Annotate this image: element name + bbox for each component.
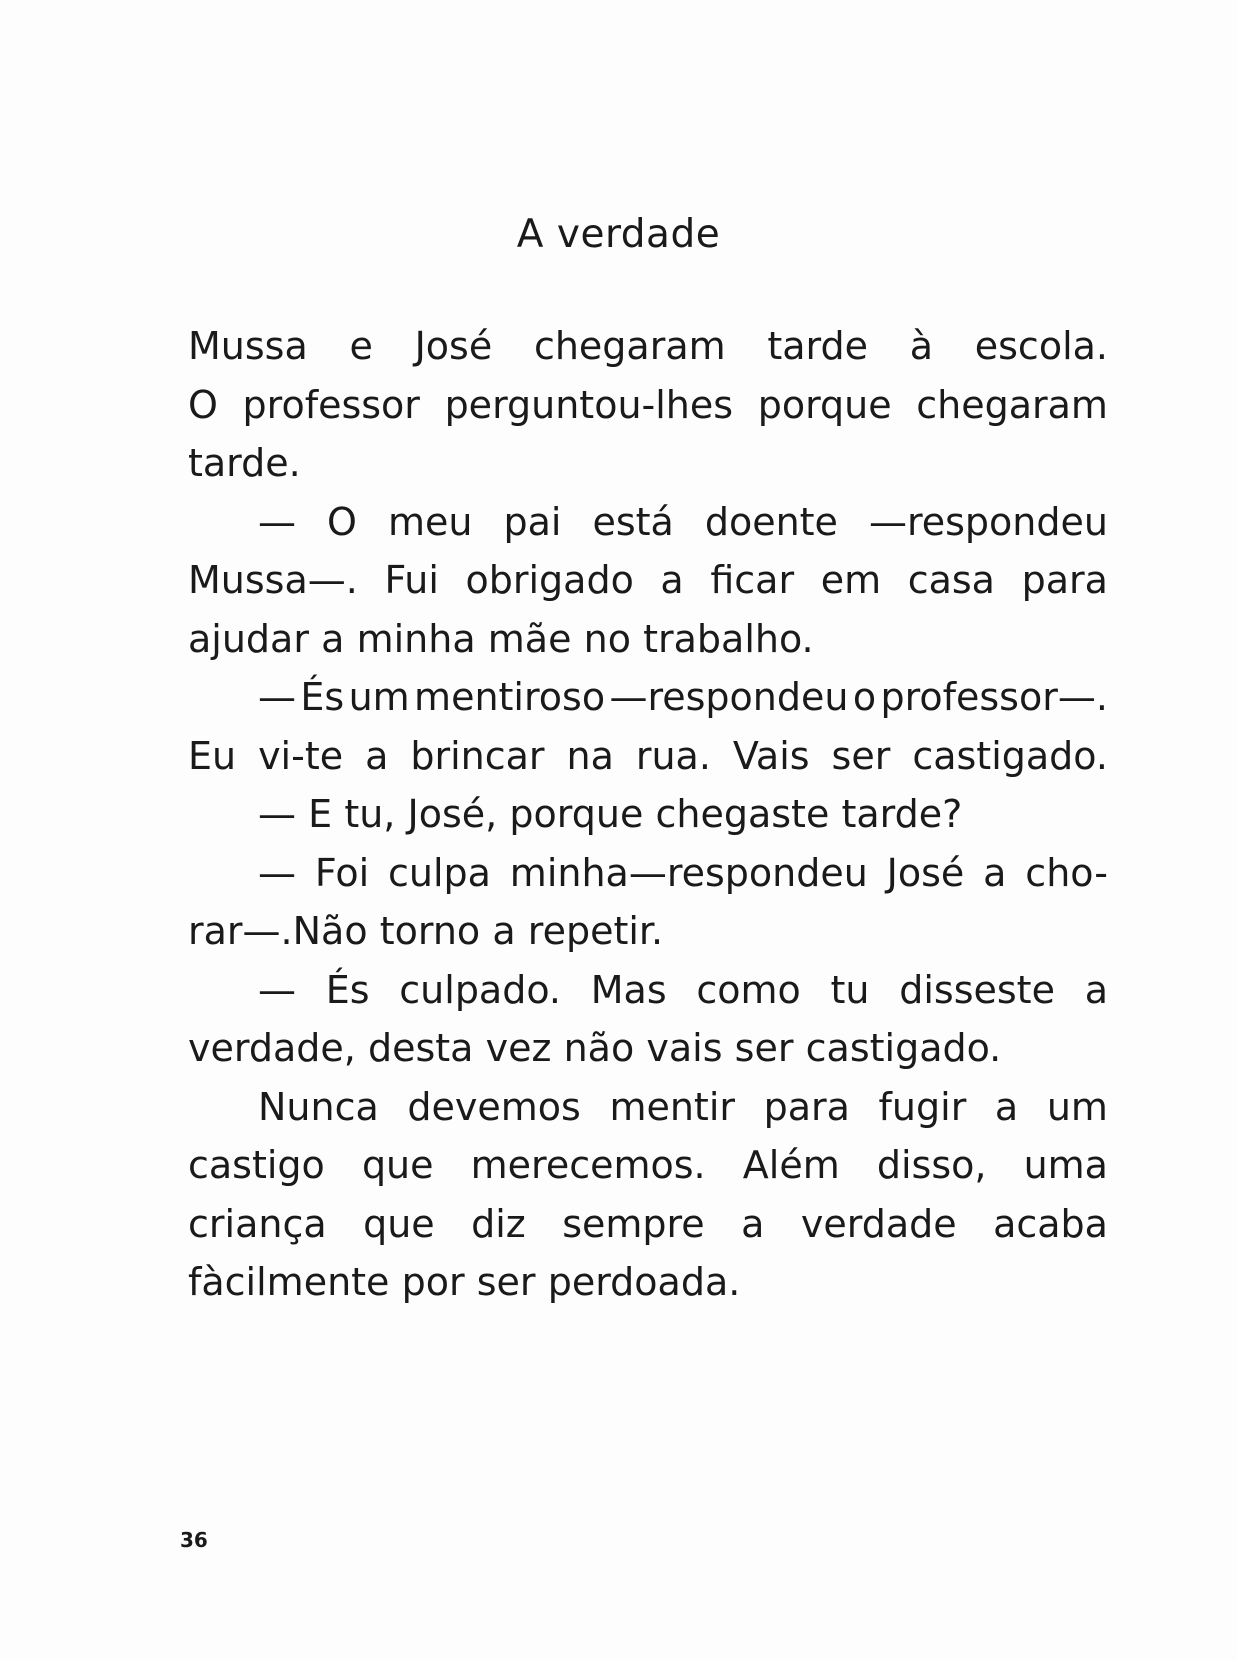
text-line: Mussa e José chegaram tarde à escola. [188,324,1108,368]
text-line: O professor perguntou-lhes porque chegaram [188,382,1108,427]
page-title: A verdade [516,212,721,257]
text-line: criança que diz sempre a verdade acaba [188,1201,1108,1246]
text-line: rar—.Não torno a repetir. [188,909,664,953]
text-line: tarde. [188,441,301,485]
text-line: castigo que merecemos. Além disso, uma [188,1143,1108,1187]
text-line: — E tu, José, porque chegaste tarde? [258,792,963,836]
story-text [188,317,1108,1312]
text-line: Eu vi-te a brincar na rua. Vais ser castigado. [188,733,1108,778]
text-line: Mussa—. Fui obrigado a ficar em casa para [188,558,1108,602]
text-line: verdade, desta vez não vais ser castigado. [188,1026,1002,1070]
page-number: 36 [180,1528,208,1552]
text-line: — O meu pai está doente —respondeu [258,499,1108,544]
text-line: Nunca devemos mentir para fugir a um [258,1084,1108,1129]
text-line: fàcilmente por ser perdoada. [188,1260,741,1304]
text-line: ajudar a minha mãe no trabalho. [188,616,814,661]
text-line: — Foi culpa minha—respondeu José a cho- [258,850,1108,895]
text-line: — És um mentiroso —respondeu o professor—. [258,675,1108,719]
text-line: — És culpado. Mas como tu disseste a [258,967,1108,1012]
